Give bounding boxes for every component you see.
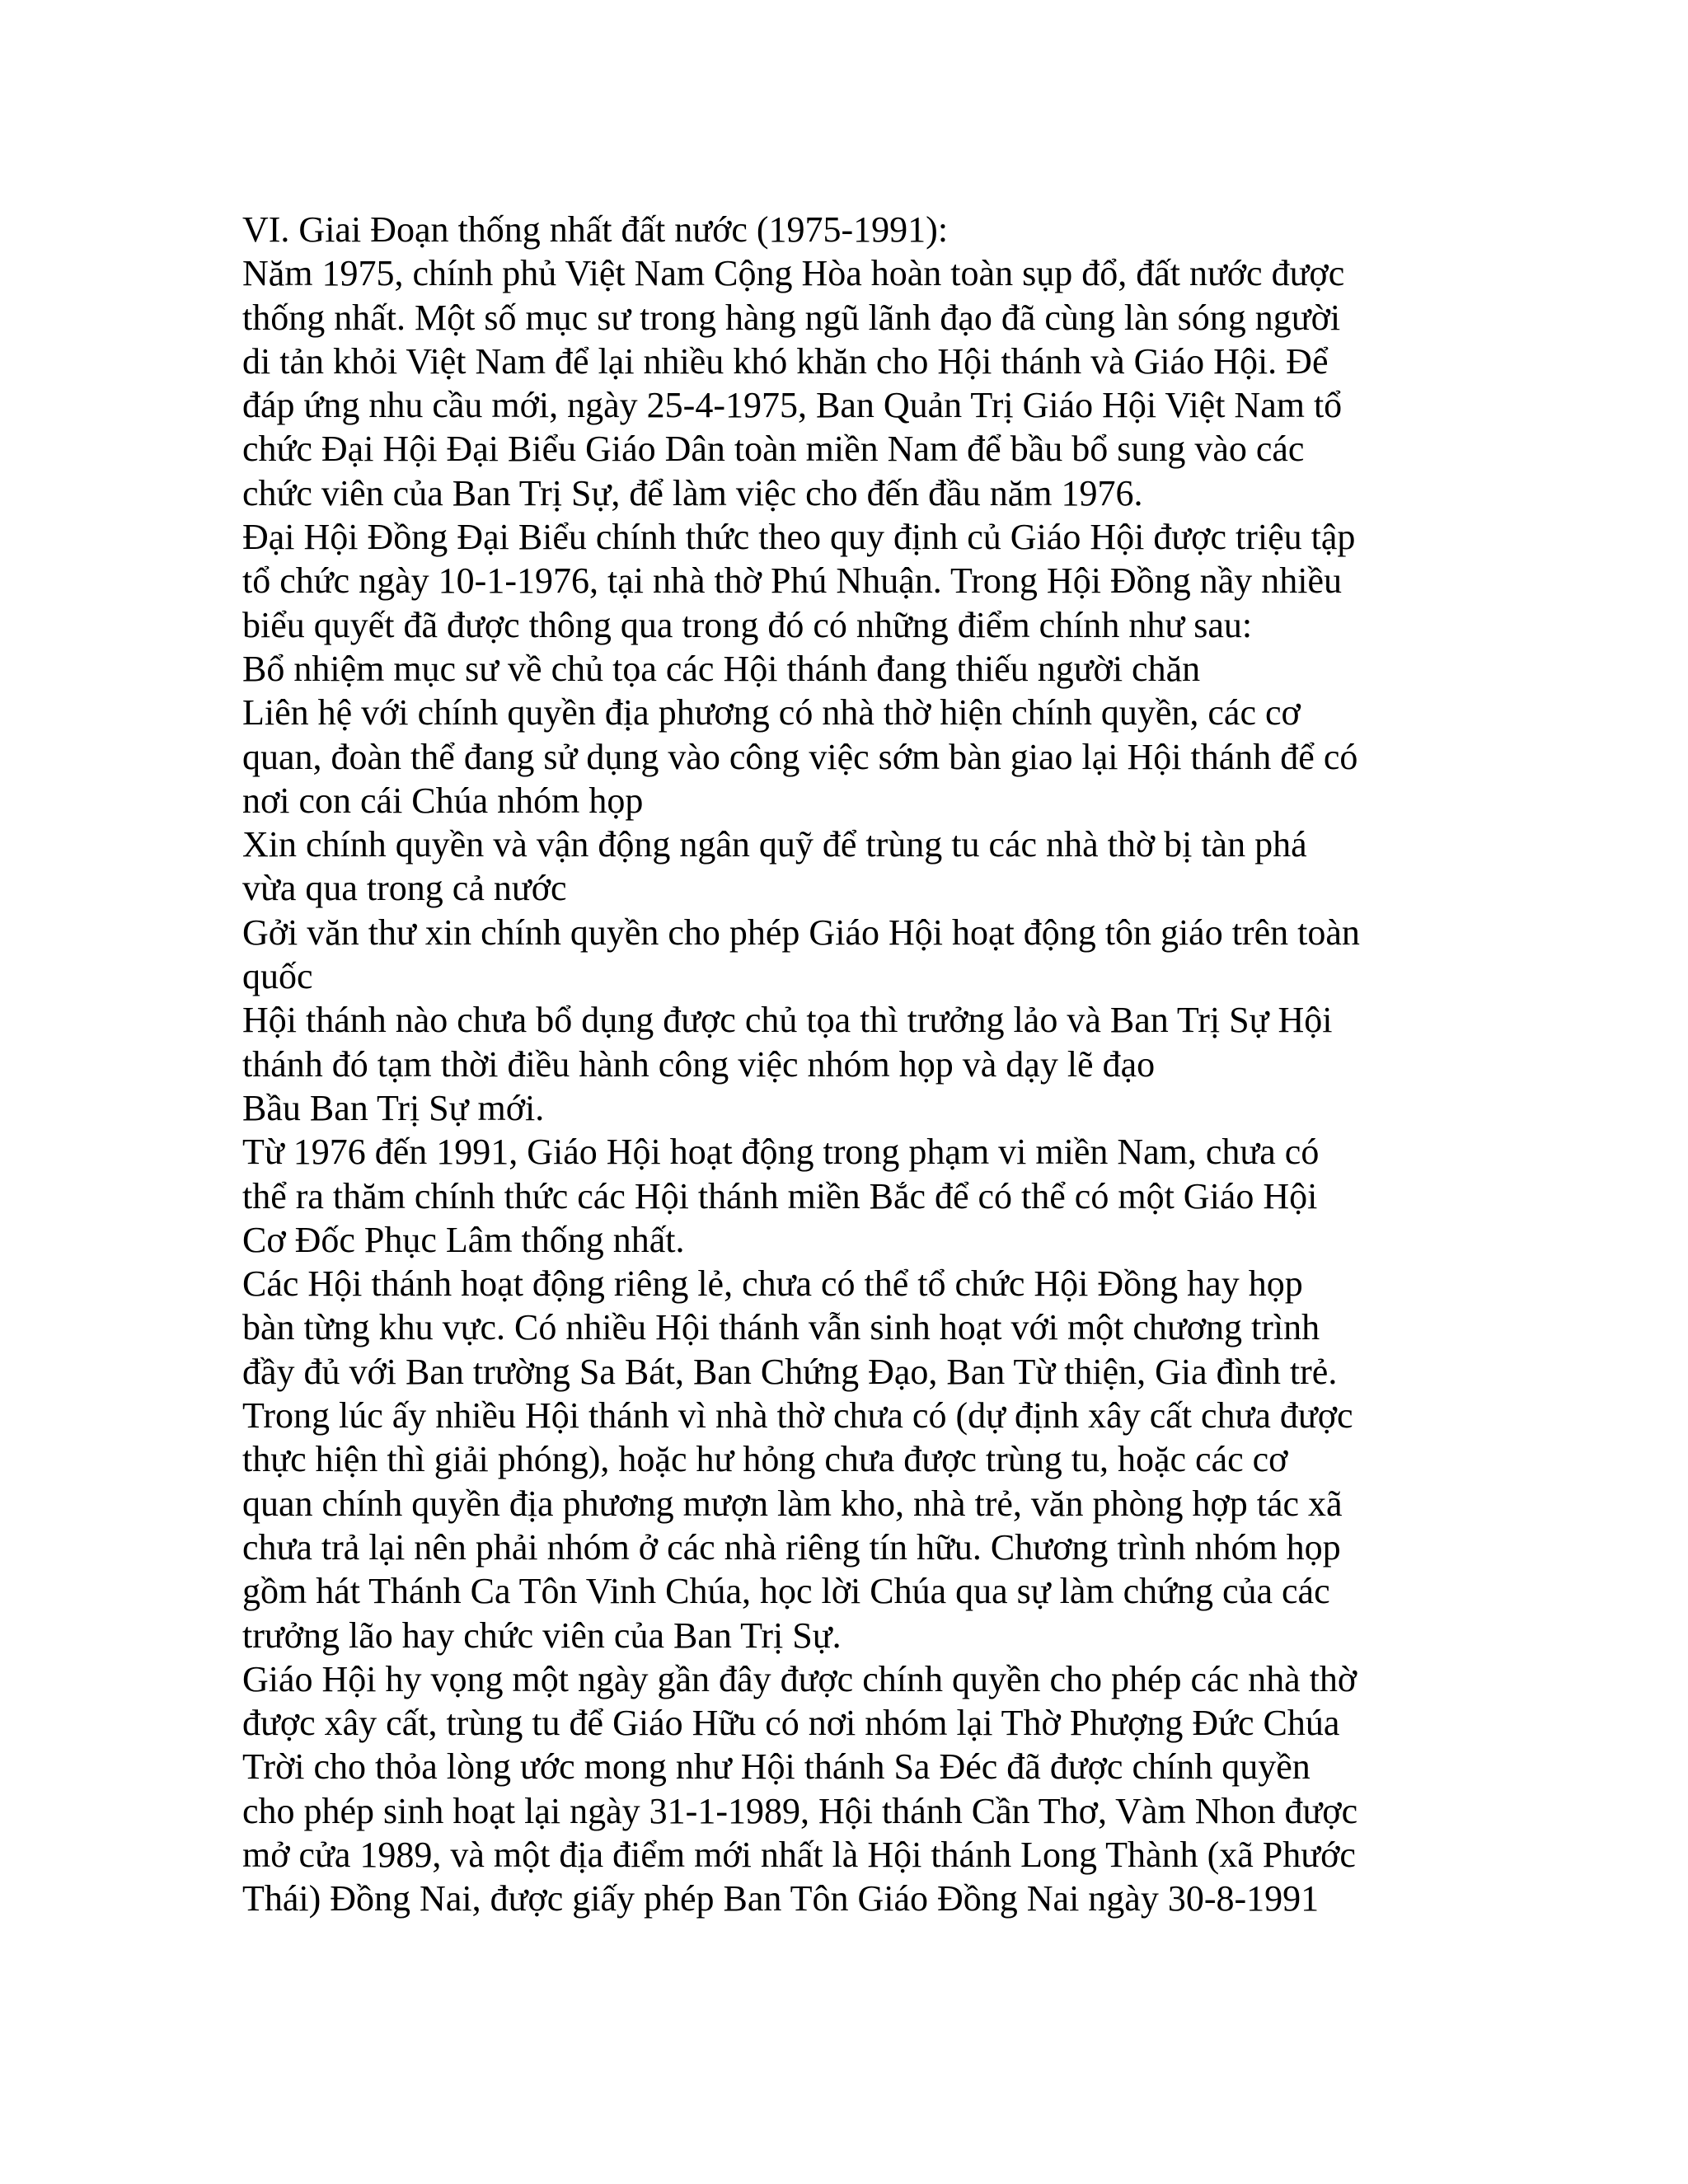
text-line: chức Đại Hội Đại Biểu Giáo Dân toàn miền Nam để bầu bổ sung vào các — [242, 429, 1305, 470]
text-line: thống nhất. Một số mục sư trong hàng ngũ lãnh đạo đã cùng làn sóng người — [242, 297, 1341, 338]
text-line: thể ra thăm chính thức các Hội thánh miền Bắc để có thể có một Giáo Hội — [242, 1175, 1318, 1216]
text-line: quan, đoàn thể đang sử dụng vào công việc sớm bàn giao lại Hội thánh để có — [242, 736, 1358, 777]
text-line: Gởi văn thư xin chính quyền cho phép Giáo Hội hoạt động tôn giáo trên toàn — [242, 912, 1360, 953]
text-line: chưa trả lại nên phải nhóm ở các nhà riêng tín hữu. Chương trình nhóm họp — [242, 1526, 1341, 1568]
text-line: gồm hát Thánh Ca Tôn Vinh Chúa, học lời Chúa qua sự làm chứng của các — [242, 1571, 1330, 1612]
text-line: Bổ nhiệm mục sư về chủ tọa các Hội thánh đang thiếu người chăn — [242, 648, 1201, 689]
text-line: quan chính quyền địa phương mượn làm kho, nhà trẻ, văn phòng hợp tác xã — [242, 1483, 1343, 1524]
text-line: di tản khỏi Việt Nam để lại nhiều khó khăn cho Hội thánh và Giáo Hội. Để — [242, 340, 1329, 382]
text-line: Từ 1976 đến 1991, Giáo Hội hoạt động trong phạm vi miền Nam, chưa có — [242, 1132, 1320, 1173]
text-line: đầy đủ với Ban trường Sa Bát, Ban Chứng Đạo, Ban Từ thiện, Gia đình trẻ. — [242, 1351, 1338, 1392]
text-line: Liên hệ với chính quyền địa phương có nhà thờ hiện chính quyền, các cơ — [242, 692, 1301, 733]
text-line: Xin chính quyền và vận động ngân quỹ để trùng tu các nhà thờ bị tàn phá — [242, 824, 1307, 865]
text-line: vừa qua trong cả nước — [242, 868, 567, 909]
text-line: biểu quyết đã được thông qua trong đó có những điểm chính như sau: — [242, 604, 1253, 645]
text-line: thánh đó tạm thời điều hành công việc nhóm họp và dạy lẽ đạo — [242, 1043, 1156, 1085]
section-heading: VI. Giai Đoạn thống nhất đất nước (1975-1991): — [242, 209, 949, 250]
text-line: Giáo Hội hy vọng một ngày gần đây được chính quyền cho phép các nhà thờ — [242, 1658, 1357, 1699]
text-line: Các Hội thánh hoạt động riêng lẻ, chưa có thể tổ chức Hội Đồng hay họp — [242, 1263, 1303, 1305]
text-line: Thái) Đồng Nai, được giấy phép Ban Tôn Giáo Đồng Nai ngày 30-8-1991 — [242, 1878, 1320, 1919]
text-line: quốc — [242, 956, 313, 997]
text-line: Trong lúc ấy nhiều Hội thánh vì nhà thờ chưa có (dự định xây cất chưa được — [242, 1395, 1353, 1436]
text-line: nơi con cái Chúa nhóm họp — [242, 780, 644, 821]
text-line: cho phép sinh hoạt lại ngày 31-1-1989, Hội thánh Cần Thơ, Vàm Nhon được — [242, 1790, 1358, 1831]
text-line: bàn từng khu vực. Có nhiều Hội thánh vẫn sinh hoạt với một chương trình — [242, 1307, 1320, 1348]
text-line: trưởng lão hay chức viên của Ban Trị Sự. — [242, 1615, 842, 1656]
text-line: Đại Hội Đồng Đại Biểu chính thức theo quy định củ Giáo Hội được triệu tập — [242, 517, 1356, 558]
text-line: Trời cho thỏa lòng ước mong như Hội thánh Sa Đéc đã được chính quyền — [242, 1746, 1311, 1788]
text-line: thực hiện thì giải phóng), hoặc hư hỏng chưa được trùng tu, hoặc các cơ — [242, 1439, 1288, 1480]
text-line: Cơ Đốc Phục Lâm thống nhất. — [242, 1219, 685, 1260]
text-line: Hội thánh nào chưa bổ dụng được chủ tọa thì trưởng lảo và Ban Trị Sự Hội — [242, 1000, 1333, 1041]
text-line: chức viên của Ban Trị Sự, để làm việc cho đến đầu năm 1976. — [242, 472, 1143, 513]
text-line: Năm 1975, chính phủ Việt Nam Cộng Hòa hoàn toàn sụp đổ, đất nước được — [242, 253, 1345, 294]
text-line: tổ chức ngày 10-1-1976, tại nhà thờ Phú Nhuận. Trong Hội Đồng nầy nhiều — [242, 560, 1342, 602]
text-line: được xây cất, trùng tu để Giáo Hữu có nơi nhóm lại Thờ Phượng Đức Chúa — [242, 1703, 1340, 1744]
text-line: mở cửa 1989, và một địa điểm mới nhất là Hội thánh Long Thành (xã Phước — [242, 1834, 1356, 1875]
text-line: Bầu Ban Trị Sự mới. — [242, 1087, 545, 1128]
text-line: đáp ứng nhu cầu mới, ngày 25-4-1975, Ban Quản Trị Giáo Hội Việt Nam tổ — [242, 385, 1343, 426]
body-text — [242, 208, 1446, 1921]
